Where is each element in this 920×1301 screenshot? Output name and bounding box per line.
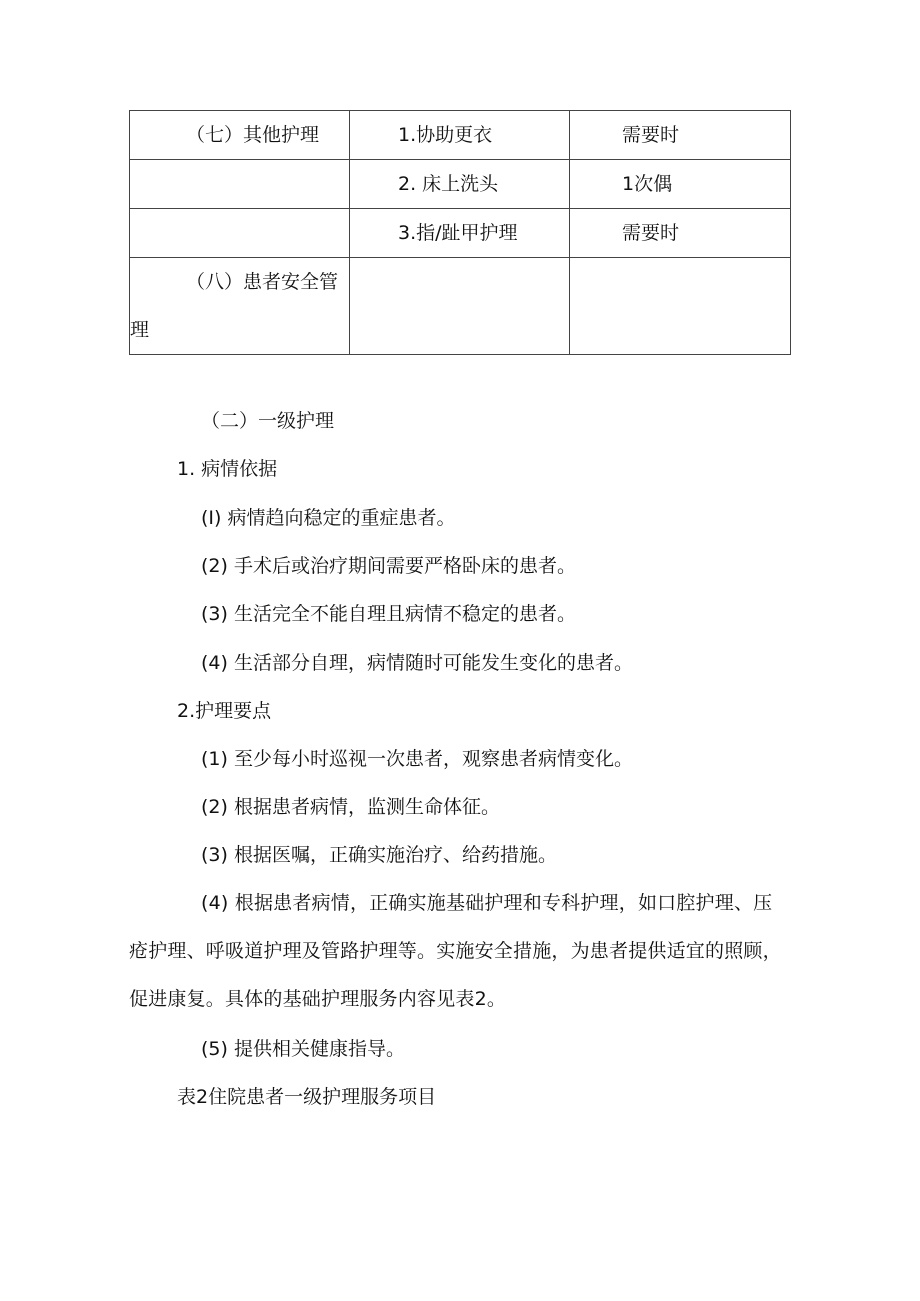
table-caption: 表2住院患者一级护理服务项目: [177, 1086, 437, 1108]
item-cell: 3.指/趾甲护理: [350, 209, 570, 258]
table-row: [130, 258, 791, 355]
key-point-item: (5) 提供相关健康指导。: [201, 1038, 405, 1060]
section-heading: （二）一级护理: [201, 410, 335, 432]
key-point-item: (3) 根据医嘱，正确实施治疗、给药措施。: [201, 844, 557, 866]
basis-heading: 1. 病情依据: [177, 458, 278, 480]
table-row: [130, 160, 791, 209]
frequency-cell: 需要时: [570, 111, 791, 160]
item-cell: 2. 床上洗头: [350, 160, 570, 209]
key-point-item: (2) 根据患者病情，监测生命体征。: [201, 796, 500, 818]
key-point-item: (4) 根据患者病情，正确实施基础护理和专科护理，如口腔护理、压疮护理、呼吸道护理及管路护理等。实施安全措施，为患者提供适宜的照顾，促进康复。具体的基础护理服务内容见表2。: [129, 892, 782, 1010]
category-cell: [130, 209, 350, 258]
care-items-table: [129, 110, 791, 355]
category-cell: （七）其他护理: [130, 111, 350, 160]
category-cell: [130, 160, 350, 209]
frequency-cell: 需要时: [570, 209, 791, 258]
key-point-item: (1) 至少每小时巡视一次患者，观察患者病情变化。: [201, 748, 633, 770]
basis-item: (2) 手术后或治疗期间需要严格卧床的患者。: [201, 555, 576, 577]
item-cell: 1.协助更衣: [350, 111, 570, 160]
category-cell: （八）患者安全管理: [130, 258, 350, 355]
key-points-heading: 2.护理要点: [177, 700, 272, 722]
item-cell: [350, 258, 570, 355]
basis-item: (3) 生活完全不能自理且病情不稳定的患者。: [201, 603, 576, 625]
basis-item: (I) 病情趋向稳定的重症患者。: [201, 507, 456, 529]
table-row: [130, 111, 791, 160]
frequency-cell: [570, 258, 791, 355]
table-row: [130, 209, 791, 258]
basis-item: (4) 生活部分自理，病情随时可能发生变化的患者。: [201, 652, 633, 674]
frequency-cell: 1次偶: [570, 160, 791, 209]
